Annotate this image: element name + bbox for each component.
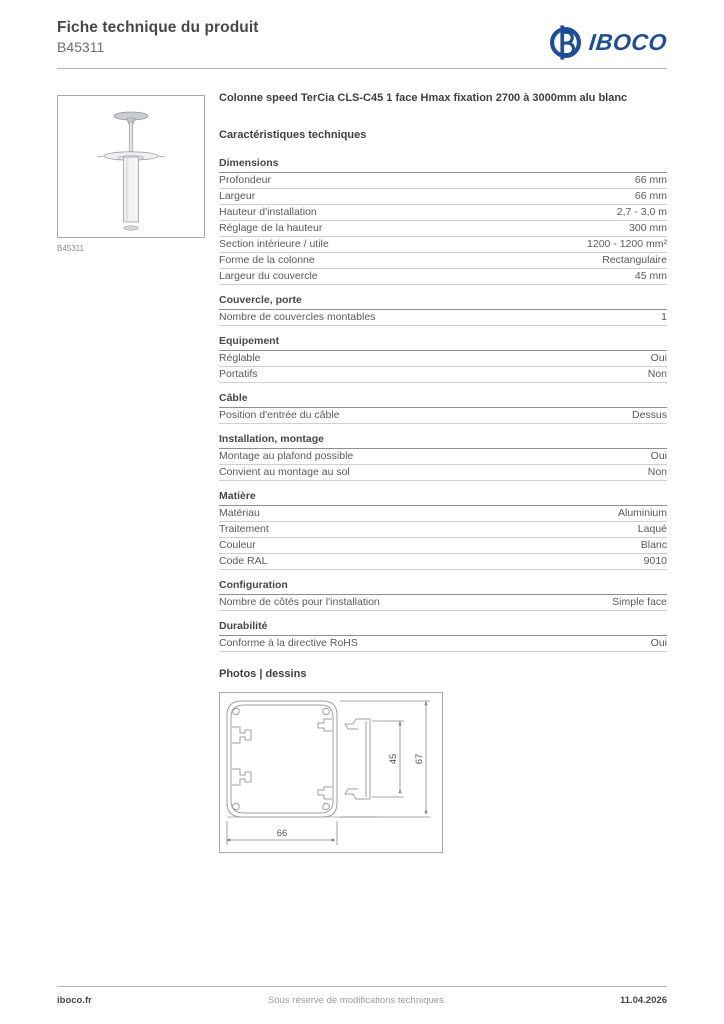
spec-label: Réglable: [219, 352, 261, 364]
iboco-logo-wordmark: IBOCO: [587, 29, 669, 55]
spec-row: [219, 554, 667, 570]
group-title: Câble: [219, 393, 667, 408]
spec-value: 45 mm: [634, 270, 667, 282]
header-divider: [57, 68, 667, 69]
spec-value: Oui: [650, 352, 667, 364]
spec-label: Nombre de côtés pour l'installation: [219, 596, 380, 608]
spec-row: [219, 636, 667, 652]
spec-group: [219, 491, 667, 570]
spec-label: Hauteur d'installation: [219, 206, 317, 218]
group-rows: [219, 351, 667, 383]
column-illustration: [58, 96, 204, 237]
dim-height-label: 67: [414, 753, 425, 765]
footer-disclaimer: Sous réserve de modifications techniques: [267, 995, 444, 1006]
footer-website: iboco.fr: [57, 995, 92, 1006]
group-title: Installation, montage: [219, 434, 667, 449]
section-title: Caractéristiques techniques: [219, 129, 367, 141]
group-title: Configuration: [219, 580, 667, 595]
spec-group: [219, 158, 667, 285]
spec-group: [219, 580, 667, 611]
spec-value: 2,7 - 3,0 m: [616, 206, 667, 218]
group-title: Equipement: [219, 336, 667, 351]
spec-group: [219, 393, 667, 424]
spec-label: Section intérieure / utile: [219, 238, 329, 250]
spec-row: [219, 538, 667, 554]
group-title: Dimensions: [219, 158, 667, 173]
group-rows: [219, 506, 667, 570]
spec-value: 1200 - 1200 mm²: [587, 238, 667, 250]
spec-value: Dessus: [631, 409, 667, 421]
spec-label: Largeur du couvercle: [219, 270, 318, 282]
spec-value: Oui: [650, 450, 667, 462]
spec-value: Oui: [650, 637, 667, 649]
group-title: Durabilité: [219, 621, 667, 636]
spec-row: [219, 408, 667, 424]
header-product-code: B45311: [57, 39, 105, 55]
spec-label: Nombre de couvercles montables: [219, 311, 376, 323]
spec-value: Blanc: [640, 539, 667, 551]
group-rows: [219, 408, 667, 424]
product-image-caption: B45311: [57, 244, 84, 253]
spec-label: Largeur: [219, 190, 256, 202]
footer-divider: [57, 986, 667, 987]
group-rows: [219, 310, 667, 326]
spec-label: Traitement: [219, 523, 269, 535]
spec-row: [219, 221, 667, 237]
group-rows: [219, 595, 667, 611]
spec-value: 1: [661, 311, 667, 323]
iboco-b-icon: [547, 24, 584, 61]
spec-group: [219, 621, 667, 652]
footer-date: 11.04.2026: [619, 995, 667, 1006]
spec-row: [219, 351, 667, 367]
dim-cover-label: 45: [388, 753, 399, 765]
spec-row: [219, 310, 667, 326]
technical-drawing: [219, 692, 443, 853]
spec-row: [219, 449, 667, 465]
spec-group: [219, 336, 667, 383]
spec-label: Profondeur: [219, 174, 271, 186]
spec-label: Couleur: [219, 539, 256, 551]
spec-row: [219, 522, 667, 538]
spec-label: Conforme à la directive RoHS: [219, 637, 358, 649]
group-title: Matière: [219, 491, 667, 506]
product-title: Colonne speed TerCia CLS-C45 1 face Hmax fixation 2700 à 3000mm alu blanc: [219, 92, 628, 104]
spec-row: [219, 189, 667, 205]
spec-value: Rectangulaire: [602, 254, 667, 266]
spec-row: [219, 465, 667, 481]
spec-row: [219, 506, 667, 522]
spec-label: Convient au montage au sol: [219, 466, 350, 478]
header: [57, 19, 259, 55]
spec-label: Code RAL: [219, 555, 268, 567]
spec-value: Aluminium: [617, 507, 667, 519]
spec-row: [219, 253, 667, 269]
group-rows: [219, 173, 667, 285]
spec-value: 66 mm: [634, 174, 667, 186]
product-image-column: [57, 95, 205, 253]
spec-row: [219, 237, 667, 253]
main-content: [219, 92, 667, 853]
group-rows: [219, 449, 667, 481]
spec-row: [219, 205, 667, 221]
product-image: [57, 95, 205, 238]
spec-value: Laqué: [637, 523, 667, 535]
spec-label: Portatifs: [219, 368, 258, 380]
spec-label: Forme de la colonne: [219, 254, 315, 266]
spec-row: [219, 269, 667, 285]
group-title: Couvercle, porte: [219, 295, 667, 310]
spec-value: 9010: [643, 555, 667, 567]
footer: [57, 995, 667, 1006]
spec-value: 300 mm: [629, 222, 667, 234]
cross-section-drawing: [220, 693, 442, 852]
spec-group: [219, 434, 667, 481]
spec-groups: [219, 158, 667, 652]
spec-row: [219, 595, 667, 611]
spec-value: Non: [647, 466, 667, 478]
spec-label: Montage au plafond possible: [219, 450, 354, 462]
iboco-logo: [547, 24, 667, 61]
spec-label: Matériau: [219, 507, 260, 519]
spec-label: Réglage de la hauteur: [219, 222, 323, 234]
photos-title: Photos | dessins: [219, 668, 307, 680]
spec-value: Simple face: [612, 596, 667, 608]
spec-label: Position d'entrée du câble: [219, 409, 340, 421]
spec-row: [219, 367, 667, 383]
group-rows: [219, 636, 667, 652]
spec-row: [219, 173, 667, 189]
spec-group: [219, 295, 667, 326]
page-title: Fiche technique du produit: [57, 19, 259, 36]
spec-value: 66 mm: [634, 190, 667, 202]
dim-width-label: 66: [276, 828, 288, 839]
spec-value: Non: [647, 368, 667, 380]
